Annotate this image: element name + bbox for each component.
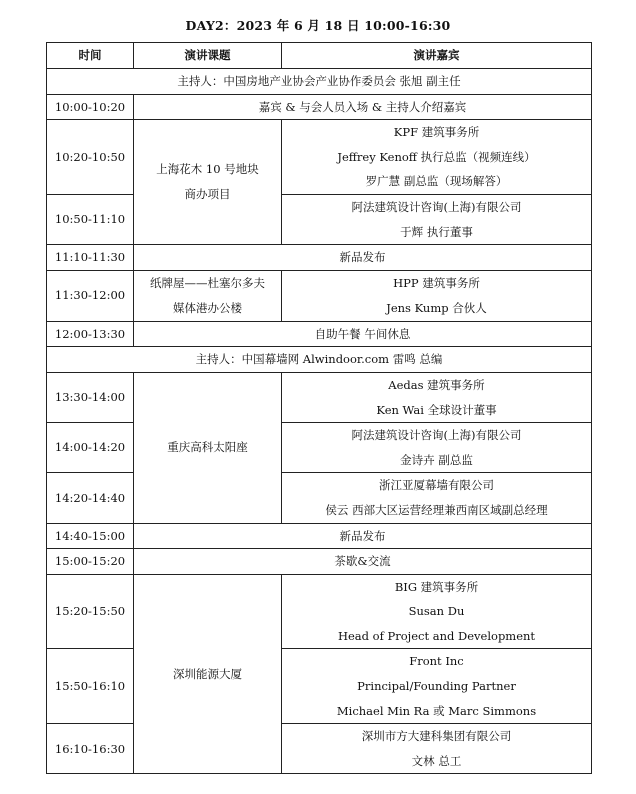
speaker-line: BIG 建筑事务所	[394, 579, 479, 594]
time-cell: 16:10-16:30	[47, 724, 134, 774]
speaker-line: 罗广慧 副总监（现场解答）	[365, 174, 508, 189]
table-row	[47, 523, 592, 549]
time-cell: 14:40-15:00	[47, 523, 134, 549]
event-cell: 嘉宾 & 与会人员入场 & 主持人介绍嘉宾	[134, 94, 592, 120]
schedule-table	[46, 42, 592, 774]
speaker-cell	[282, 270, 592, 321]
header-topic: 演讲课题	[134, 43, 282, 69]
time-cell: 15:20-15:50	[47, 574, 134, 649]
topic-cell: 重庆高科太阳座	[134, 372, 282, 523]
speaker-cell	[282, 372, 592, 422]
host-cell: 主持人：中国幕墙网 Alwindoor.com 雷鸣 总编	[47, 347, 592, 373]
speaker-line: 文林 总工	[411, 753, 462, 768]
table-row	[47, 649, 592, 724]
speaker-cell	[282, 574, 592, 649]
host-cell: 主持人：中国房地产业协会产业协作委员会 张旭 副主任	[47, 69, 592, 95]
speaker-line: Front Inc	[409, 654, 464, 669]
event-cell: 自助午餐 午间休息	[134, 321, 592, 347]
speaker-line: 金诗卉 副总监	[400, 452, 473, 467]
table-row	[47, 321, 592, 347]
table-row	[47, 120, 592, 195]
time-cell: 11:10-11:30	[47, 245, 134, 271]
speaker-line: Head of Project and Development	[337, 628, 536, 643]
table-header-row	[47, 43, 592, 69]
header-speaker: 演讲嘉宾	[282, 43, 592, 69]
topic-cell: 深圳能源大厦	[134, 574, 282, 774]
time-cell: 10:00-10:20	[47, 94, 134, 120]
speaker-line: 浙江亚厦幕墙有限公司	[379, 478, 494, 493]
table-row	[47, 423, 592, 473]
topic-line: 商办项目	[184, 187, 231, 202]
speaker-line: Susan Du	[408, 604, 465, 619]
time-cell: 12:00-13:30	[47, 321, 134, 347]
speaker-line: Jeffrey Kenoff 执行总监（视频连线）	[337, 149, 536, 164]
speaker-line: 侯云 西部大区运营经理兼西南区域副总经理	[325, 502, 548, 517]
topic-line: 上海花木 10 号地块	[156, 162, 259, 177]
speaker-line: Aedas 建筑事务所	[388, 377, 485, 392]
speaker-cell	[282, 473, 592, 523]
time-cell: 15:00-15:20	[47, 549, 134, 575]
event-cell: 茶歇&交流	[134, 549, 592, 575]
speaker-line: 于辉 执行董事	[400, 224, 473, 239]
table-row	[47, 574, 592, 649]
topic-cell	[134, 120, 282, 245]
table-row	[47, 724, 592, 774]
table-row	[47, 270, 592, 321]
table-row	[47, 549, 592, 575]
topic-line: 纸牌屋——杜塞尔多夫	[150, 275, 265, 290]
event-cell: 新品发布	[134, 523, 592, 549]
time-cell: 14:00-14:20	[47, 423, 134, 473]
table-row	[47, 372, 592, 422]
table-row	[47, 473, 592, 523]
event-cell: 新品发布	[134, 245, 592, 271]
page-title: DAY2：2023 年 6 月 18 日 10:00-16:30	[185, 18, 451, 33]
time-cell: 13:30-14:00	[47, 372, 134, 422]
speaker-line: Principal/Founding Partner	[357, 679, 516, 694]
speaker-line: KPF 建筑事务所	[393, 125, 480, 140]
time-cell: 14:20-14:40	[47, 473, 134, 523]
time-cell: 11:30-12:00	[47, 270, 134, 321]
table-row	[47, 194, 592, 244]
speaker-line: 深圳市方大建科集团有限公司	[361, 729, 512, 744]
speaker-cell	[282, 120, 592, 195]
table-row	[47, 245, 592, 271]
speaker-line: Jens Kump 合伙人	[386, 300, 487, 315]
speaker-cell	[282, 724, 592, 774]
table-row	[47, 94, 592, 120]
host-row	[47, 347, 592, 373]
topic-line: 媒体港办公楼	[173, 300, 242, 315]
topic-cell	[134, 270, 282, 321]
speaker-cell	[282, 649, 592, 724]
speaker-cell	[282, 194, 592, 244]
speaker-line: 阿法建筑设计咨询(上海)有限公司	[351, 428, 522, 443]
speaker-line: Michael Min Ra 或 Marc Simmons	[336, 703, 537, 718]
speaker-line: HPP 建筑事务所	[393, 276, 480, 291]
time-cell: 10:50-11:10	[47, 194, 134, 244]
speaker-line: Ken Wai 全球设计董事	[376, 402, 497, 417]
time-cell: 15:50-16:10	[47, 649, 134, 724]
header-time: 时间	[47, 43, 134, 69]
speaker-line: 阿法建筑设计咨询(上海)有限公司	[351, 199, 522, 214]
time-cell: 10:20-10:50	[47, 120, 134, 195]
speaker-cell	[282, 423, 592, 473]
host-row	[47, 69, 592, 95]
